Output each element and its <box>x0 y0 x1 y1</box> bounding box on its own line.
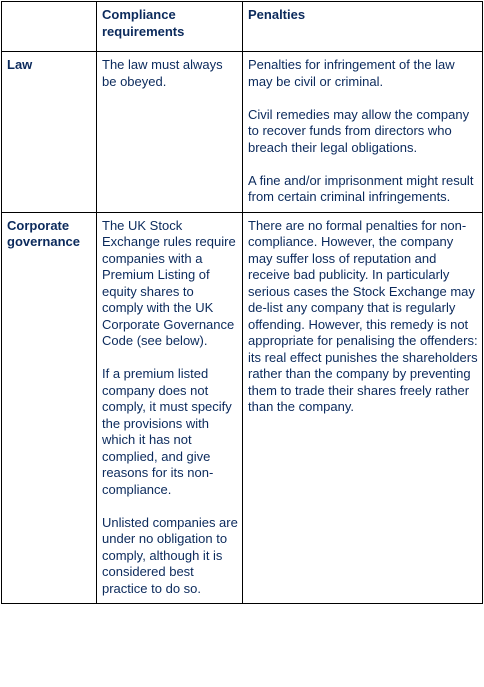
requirements-cell-corporate-governance <box>97 212 243 604</box>
header-row <box>2 2 483 52</box>
header-cell-empty <box>2 2 97 52</box>
penalties-cell-law <box>243 52 483 213</box>
header-compliance-requirements: Compliance requirements <box>97 2 243 52</box>
penalties-paragraph: A fine and/or imprisonment might result from certain criminal infringements. <box>248 172 474 204</box>
penalties-paragraph: Civil remedies may allow the company to recover funds from directors who breach their legal obligations. <box>248 106 470 155</box>
table-row-law <box>2 52 483 213</box>
compliance-table <box>1 1 483 604</box>
penalties-paragraph: Penalties for infringement of the law may be civil or criminal. <box>248 57 455 89</box>
penalties-paragraph: There are no formal penalties for non-compliance. However, the company may suffer loss of reputation and receive bad publicity. In particularly serious cases the Stock Exchange may de-list any company that is regularly offending. However, this remedy is not appropriate for penalising the offenders: its real effect punishes the shareholders rather than the company by preventing them to trade their shares freely rather than the company. <box>248 217 478 414</box>
requirements-paragraph: Unlisted companies are under no obligation to comply, although it is considered best practice to do so. <box>102 514 238 596</box>
row-label-law: Law <box>2 52 97 213</box>
requirements-cell-law <box>97 52 243 213</box>
penalties-cell-corporate-governance <box>243 212 483 604</box>
requirements-paragraph: The law must always be obeyed. <box>102 57 223 89</box>
header-penalties: Penalties <box>243 2 483 52</box>
table-row-corporate-governance <box>2 212 483 604</box>
row-label-corporate-governance: Corporate governance <box>2 212 97 604</box>
requirements-paragraph: The UK Stock Exchange rules require companies with a Premium Listing of equity shares to comply with the UK Corporate Governance Code (see below). <box>102 217 236 348</box>
requirements-paragraph: If a premium listed company does not comply, it must specify the provisions with which it has not complied, and give reasons for its non-compliance. <box>102 366 232 497</box>
